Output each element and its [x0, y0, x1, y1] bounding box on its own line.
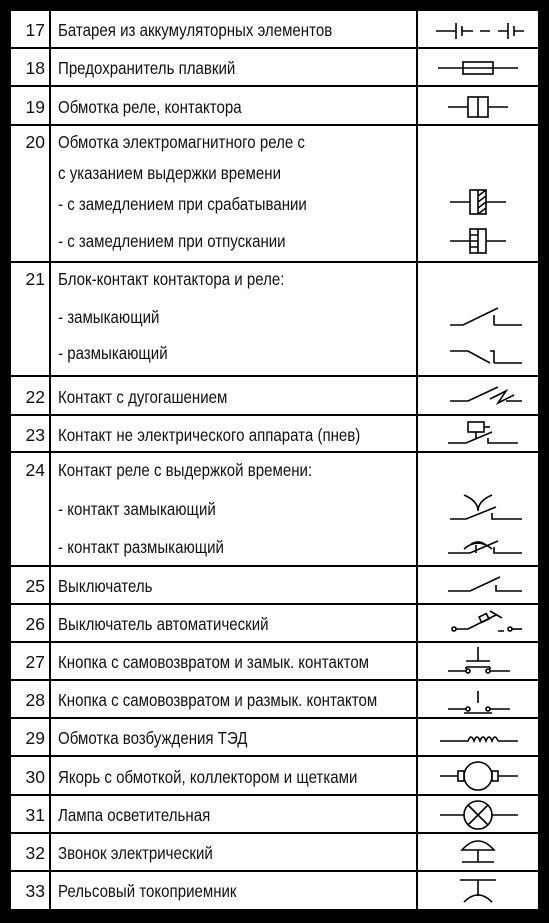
description-line: Звонок электрический [58, 843, 213, 863]
row-number-cell [11, 605, 51, 641]
table-row [11, 49, 538, 87]
rail-collector-symbol [416, 872, 538, 909]
push-button-nc-symbol [416, 681, 538, 717]
description-line: Обмотка реле, контактора [58, 97, 242, 117]
row-number: 30 [25, 767, 45, 787]
description-line: - размыкающий [58, 343, 168, 363]
row-number: 24 [25, 460, 45, 480]
row-number-cell [11, 834, 51, 870]
battery-symbol [416, 11, 538, 47]
table-row [11, 681, 538, 719]
row-number-cell [11, 377, 51, 414]
switch-symbol [416, 567, 538, 603]
row-number: 31 [25, 805, 45, 825]
row-number: 20 [25, 132, 45, 152]
description-line: Лампа осветительная [58, 805, 211, 825]
description-line: Контакт не электрического аппарата (пнев) [58, 425, 361, 445]
time-delay-coil-symbols [416, 126, 538, 261]
table-row [11, 643, 538, 681]
description-line: - контакт размыкающий [58, 537, 224, 557]
description-line: Обмотка электромагнитного реле с [58, 132, 305, 152]
row-number: 18 [25, 58, 45, 78]
row-number-cell [11, 263, 51, 375]
pneumatic-contact-symbol [416, 416, 538, 451]
row-number: 32 [25, 843, 45, 863]
row-number: 26 [25, 614, 45, 634]
row-number-cell [11, 643, 51, 679]
table-row [11, 87, 538, 126]
bell-symbol [416, 834, 538, 870]
row-number: 17 [25, 20, 45, 40]
table-row [11, 567, 538, 605]
row-number-cell [11, 872, 51, 909]
row-number-cell [11, 49, 51, 85]
table-row [11, 719, 538, 757]
row-number-cell [11, 126, 51, 261]
fuse-symbol [416, 49, 538, 85]
row-number: 29 [25, 728, 45, 748]
description-line: Выключатель автоматический [58, 614, 269, 634]
table-row [11, 834, 538, 872]
description-line: с указанием выдержки времени [58, 163, 281, 183]
auxiliary-contact-symbols [416, 263, 538, 375]
row-number-cell [11, 87, 51, 124]
description-line: Контакт реле с выдержкой времени: [58, 460, 313, 480]
description-line: Обмотка возбуждения ТЭД [58, 728, 248, 748]
circuit-breaker-symbol [416, 605, 538, 641]
table-row [11, 263, 538, 377]
table-row [11, 416, 538, 453]
row-number: 19 [25, 97, 45, 117]
table-row [11, 453, 538, 567]
description-line: Кнопка с самовозвратом и размык. контактом [58, 690, 378, 710]
row-number-cell [11, 757, 51, 794]
description-line: - с замедлением при срабатывании [58, 194, 307, 214]
table-row [11, 11, 538, 49]
description-line: Контакт с дугогашением [58, 387, 228, 407]
description-line: - замыкающий [58, 307, 160, 327]
arc-quenching-contact-symbol [416, 377, 538, 414]
field-winding-symbol [416, 719, 538, 755]
relay-coil-symbol [416, 87, 538, 124]
row-number-cell [11, 11, 51, 47]
table-row [11, 796, 538, 834]
description-line: - с замедлением при отпускании [58, 231, 286, 251]
table-row [11, 605, 538, 643]
table-row [11, 377, 538, 416]
description-line: Выключатель [58, 576, 153, 596]
row-number: 27 [25, 652, 45, 672]
row-number-cell [11, 681, 51, 717]
description-line: Кнопка с самовозвратом и замык. контактом [58, 652, 370, 672]
symbols-table [11, 11, 538, 909]
row-number: 21 [25, 269, 45, 289]
armature-symbol [416, 757, 538, 794]
description-line: Предохранитель плавкий [58, 58, 236, 78]
push-button-no-symbol [416, 643, 538, 679]
row-number-cell [11, 796, 51, 832]
row-number: 22 [25, 387, 45, 407]
description-line: Блок-контакт контактора и реле: [58, 269, 285, 289]
row-number-cell [11, 453, 51, 565]
row-number: 23 [25, 425, 45, 445]
row-number-cell [11, 719, 51, 755]
time-delay-contact-symbols [416, 453, 538, 565]
row-number: 33 [25, 881, 45, 901]
lamp-symbol [416, 796, 538, 832]
row-number: 28 [25, 690, 45, 710]
row-number-cell [11, 567, 51, 603]
row-number: 25 [25, 576, 45, 596]
description-line: Рельсовый токоприемник [58, 881, 237, 901]
description-line: Батарея из аккумуляторных элементов [58, 20, 333, 40]
description-line: Якорь с обмоткой, коллектором и щетками [58, 767, 358, 787]
row-number-cell [11, 416, 51, 451]
table-row [11, 872, 538, 909]
description-line: - контакт замыкающий [58, 499, 216, 519]
table-row [11, 126, 538, 263]
table-row [11, 757, 538, 796]
